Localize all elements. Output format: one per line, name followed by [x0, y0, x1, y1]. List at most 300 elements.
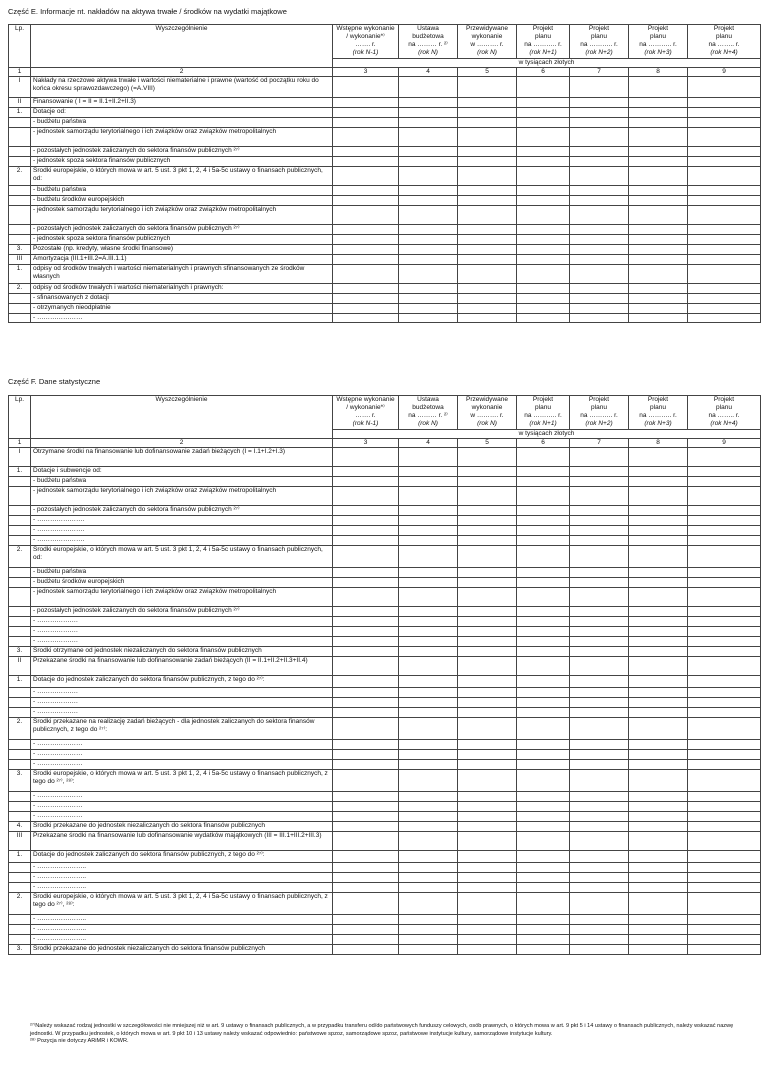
value-cell[interactable]: [629, 205, 688, 224]
value-cell[interactable]: [399, 525, 458, 535]
value-cell[interactable]: [333, 626, 399, 636]
value-cell[interactable]: [399, 934, 458, 944]
value-cell[interactable]: [570, 156, 629, 166]
value-cell[interactable]: [333, 567, 399, 577]
value-cell[interactable]: [688, 313, 761, 322]
value-cell[interactable]: [399, 924, 458, 934]
value-cell[interactable]: [399, 127, 458, 146]
value-cell[interactable]: [629, 587, 688, 606]
value-cell[interactable]: [517, 515, 570, 525]
value-cell[interactable]: [333, 205, 399, 224]
value-cell[interactable]: [333, 254, 399, 264]
value-cell[interactable]: [333, 166, 399, 185]
value-cell[interactable]: [458, 185, 517, 195]
value-cell[interactable]: [399, 944, 458, 954]
value-cell[interactable]: [629, 283, 688, 293]
value-cell[interactable]: [458, 146, 517, 156]
value-cell[interactable]: [688, 567, 761, 577]
value-cell[interactable]: [629, 486, 688, 505]
value-cell[interactable]: [688, 821, 761, 831]
value-cell[interactable]: [458, 293, 517, 303]
value-cell[interactable]: [333, 545, 399, 567]
value-cell[interactable]: [688, 882, 761, 892]
value-cell[interactable]: [688, 739, 761, 749]
value-cell[interactable]: [517, 567, 570, 577]
value-cell[interactable]: [688, 234, 761, 244]
value-cell[interactable]: [629, 293, 688, 303]
value-cell[interactable]: [688, 749, 761, 759]
value-cell[interactable]: [688, 244, 761, 254]
value-cell[interactable]: [629, 234, 688, 244]
value-cell[interactable]: [458, 749, 517, 759]
value-cell[interactable]: [570, 303, 629, 313]
value-cell[interactable]: [333, 749, 399, 759]
value-cell[interactable]: [629, 254, 688, 264]
value-cell[interactable]: [517, 486, 570, 505]
value-cell[interactable]: [629, 656, 688, 675]
value-cell[interactable]: [458, 234, 517, 244]
value-cell[interactable]: [399, 283, 458, 293]
value-cell[interactable]: [517, 811, 570, 821]
value-cell[interactable]: [629, 264, 688, 283]
value-cell[interactable]: [333, 234, 399, 244]
value-cell[interactable]: [570, 476, 629, 486]
value-cell[interactable]: [333, 447, 399, 466]
value-cell[interactable]: [458, 127, 517, 146]
value-cell[interactable]: [688, 466, 761, 476]
value-cell[interactable]: [399, 166, 458, 185]
value-cell[interactable]: [629, 831, 688, 850]
value-cell[interactable]: [333, 882, 399, 892]
value-cell[interactable]: [333, 831, 399, 850]
value-cell[interactable]: [399, 224, 458, 234]
value-cell[interactable]: [517, 934, 570, 944]
value-cell[interactable]: [458, 283, 517, 293]
value-cell[interactable]: [517, 821, 570, 831]
value-cell[interactable]: [517, 185, 570, 195]
value-cell[interactable]: [517, 166, 570, 185]
value-cell[interactable]: [399, 545, 458, 567]
value-cell[interactable]: [570, 545, 629, 567]
value-cell[interactable]: [333, 656, 399, 675]
value-cell[interactable]: [399, 687, 458, 697]
value-cell[interactable]: [570, 656, 629, 675]
value-cell[interactable]: [688, 205, 761, 224]
value-cell[interactable]: [399, 791, 458, 801]
value-cell[interactable]: [399, 616, 458, 626]
value-cell[interactable]: [517, 117, 570, 127]
value-cell[interactable]: [629, 872, 688, 882]
value-cell[interactable]: [399, 759, 458, 769]
value-cell[interactable]: [570, 577, 629, 587]
value-cell[interactable]: [629, 127, 688, 146]
value-cell[interactable]: [333, 535, 399, 545]
value-cell[interactable]: [629, 525, 688, 535]
value-cell[interactable]: [688, 525, 761, 535]
value-cell[interactable]: [570, 934, 629, 944]
value-cell[interactable]: [333, 646, 399, 656]
value-cell[interactable]: [399, 97, 458, 107]
value-cell[interactable]: [570, 616, 629, 626]
value-cell[interactable]: [333, 697, 399, 707]
value-cell[interactable]: [333, 486, 399, 505]
value-cell[interactable]: [333, 525, 399, 535]
value-cell[interactable]: [688, 924, 761, 934]
value-cell[interactable]: [629, 447, 688, 466]
value-cell[interactable]: [333, 791, 399, 801]
value-cell[interactable]: [570, 293, 629, 303]
value-cell[interactable]: [570, 505, 629, 515]
value-cell[interactable]: [458, 466, 517, 476]
value-cell[interactable]: [399, 707, 458, 717]
value-cell[interactable]: [458, 675, 517, 687]
value-cell[interactable]: [333, 616, 399, 626]
value-cell[interactable]: [629, 697, 688, 707]
value-cell[interactable]: [688, 166, 761, 185]
value-cell[interactable]: [458, 872, 517, 882]
value-cell[interactable]: [517, 626, 570, 636]
value-cell[interactable]: [458, 476, 517, 486]
value-cell[interactable]: [629, 934, 688, 944]
value-cell[interactable]: [517, 505, 570, 515]
value-cell[interactable]: [517, 944, 570, 954]
value-cell[interactable]: [570, 264, 629, 283]
value-cell[interactable]: [629, 801, 688, 811]
value-cell[interactable]: [333, 769, 399, 791]
value-cell[interactable]: [458, 924, 517, 934]
value-cell[interactable]: [570, 205, 629, 224]
value-cell[interactable]: [399, 749, 458, 759]
value-cell[interactable]: [629, 636, 688, 646]
value-cell[interactable]: [458, 892, 517, 914]
value-cell[interactable]: [399, 303, 458, 313]
value-cell[interactable]: [688, 117, 761, 127]
value-cell[interactable]: [333, 862, 399, 872]
value-cell[interactable]: [399, 234, 458, 244]
value-cell[interactable]: [570, 687, 629, 697]
value-cell[interactable]: [333, 156, 399, 166]
value-cell[interactable]: [458, 791, 517, 801]
value-cell[interactable]: [333, 283, 399, 293]
value-cell[interactable]: [458, 717, 517, 739]
value-cell[interactable]: [458, 107, 517, 117]
value-cell[interactable]: [399, 862, 458, 872]
value-cell[interactable]: [688, 944, 761, 954]
value-cell[interactable]: [333, 944, 399, 954]
value-cell[interactable]: [458, 636, 517, 646]
value-cell[interactable]: [517, 606, 570, 616]
value-cell[interactable]: [629, 892, 688, 914]
value-cell[interactable]: [570, 626, 629, 636]
value-cell[interactable]: [688, 264, 761, 283]
value-cell[interactable]: [399, 636, 458, 646]
value-cell[interactable]: [458, 486, 517, 505]
value-cell[interactable]: [570, 914, 629, 924]
value-cell[interactable]: [629, 303, 688, 313]
value-cell[interactable]: [629, 466, 688, 476]
value-cell[interactable]: [517, 717, 570, 739]
value-cell[interactable]: [570, 466, 629, 476]
value-cell[interactable]: [399, 156, 458, 166]
value-cell[interactable]: [570, 759, 629, 769]
value-cell[interactable]: [399, 646, 458, 656]
value-cell[interactable]: [629, 107, 688, 117]
value-cell[interactable]: [399, 76, 458, 97]
value-cell[interactable]: [399, 107, 458, 117]
value-cell[interactable]: [517, 535, 570, 545]
value-cell[interactable]: [333, 76, 399, 97]
value-cell[interactable]: [517, 293, 570, 303]
value-cell[interactable]: [458, 303, 517, 313]
value-cell[interactable]: [570, 567, 629, 577]
value-cell[interactable]: [458, 606, 517, 616]
value-cell[interactable]: [458, 739, 517, 749]
value-cell[interactable]: [399, 195, 458, 205]
value-cell[interactable]: [688, 707, 761, 717]
value-cell[interactable]: [629, 535, 688, 545]
value-cell[interactable]: [517, 264, 570, 283]
value-cell[interactable]: [629, 166, 688, 185]
value-cell[interactable]: [570, 166, 629, 185]
value-cell[interactable]: [570, 283, 629, 293]
value-cell[interactable]: [458, 831, 517, 850]
value-cell[interactable]: [570, 821, 629, 831]
value-cell[interactable]: [688, 801, 761, 811]
value-cell[interactable]: [333, 466, 399, 476]
value-cell[interactable]: [399, 476, 458, 486]
value-cell[interactable]: [570, 944, 629, 954]
value-cell[interactable]: [517, 656, 570, 675]
value-cell[interactable]: [399, 254, 458, 264]
value-cell[interactable]: [688, 587, 761, 606]
value-cell[interactable]: [517, 156, 570, 166]
value-cell[interactable]: [570, 697, 629, 707]
value-cell[interactable]: [688, 254, 761, 264]
value-cell[interactable]: [629, 195, 688, 205]
value-cell[interactable]: [688, 759, 761, 769]
value-cell[interactable]: [399, 821, 458, 831]
value-cell[interactable]: [333, 707, 399, 717]
value-cell[interactable]: [688, 185, 761, 195]
value-cell[interactable]: [333, 505, 399, 515]
value-cell[interactable]: [629, 545, 688, 567]
value-cell[interactable]: [688, 616, 761, 626]
value-cell[interactable]: [570, 76, 629, 97]
value-cell[interactable]: [399, 914, 458, 924]
value-cell[interactable]: [333, 195, 399, 205]
value-cell[interactable]: [688, 606, 761, 616]
value-cell[interactable]: [333, 224, 399, 234]
value-cell[interactable]: [570, 486, 629, 505]
value-cell[interactable]: [688, 687, 761, 697]
value-cell[interactable]: [629, 850, 688, 862]
value-cell[interactable]: [688, 791, 761, 801]
value-cell[interactable]: [458, 944, 517, 954]
value-cell[interactable]: [458, 195, 517, 205]
value-cell[interactable]: [458, 914, 517, 924]
value-cell[interactable]: [399, 244, 458, 254]
value-cell[interactable]: [458, 811, 517, 821]
value-cell[interactable]: [629, 156, 688, 166]
value-cell[interactable]: [570, 811, 629, 821]
value-cell[interactable]: [517, 76, 570, 97]
value-cell[interactable]: [629, 769, 688, 791]
value-cell[interactable]: [570, 107, 629, 117]
value-cell[interactable]: [688, 97, 761, 107]
value-cell[interactable]: [333, 675, 399, 687]
value-cell[interactable]: [333, 244, 399, 254]
value-cell[interactable]: [458, 313, 517, 322]
value-cell[interactable]: [458, 156, 517, 166]
value-cell[interactable]: [517, 892, 570, 914]
value-cell[interactable]: [458, 244, 517, 254]
value-cell[interactable]: [333, 850, 399, 862]
value-cell[interactable]: [399, 264, 458, 283]
value-cell[interactable]: [570, 254, 629, 264]
value-cell[interactable]: [688, 811, 761, 821]
value-cell[interactable]: [688, 872, 761, 882]
value-cell[interactable]: [570, 872, 629, 882]
value-cell[interactable]: [458, 535, 517, 545]
value-cell[interactable]: [333, 185, 399, 195]
value-cell[interactable]: [688, 636, 761, 646]
value-cell[interactable]: [458, 759, 517, 769]
value-cell[interactable]: [517, 687, 570, 697]
value-cell[interactable]: [570, 892, 629, 914]
value-cell[interactable]: [570, 195, 629, 205]
value-cell[interactable]: [333, 146, 399, 156]
value-cell[interactable]: [517, 646, 570, 656]
value-cell[interactable]: [629, 739, 688, 749]
value-cell[interactable]: [458, 821, 517, 831]
value-cell[interactable]: [517, 791, 570, 801]
value-cell[interactable]: [629, 515, 688, 525]
value-cell[interactable]: [399, 606, 458, 616]
value-cell[interactable]: [688, 303, 761, 313]
value-cell[interactable]: [399, 697, 458, 707]
value-cell[interactable]: [458, 567, 517, 577]
value-cell[interactable]: [688, 224, 761, 234]
value-cell[interactable]: [688, 850, 761, 862]
value-cell[interactable]: [629, 862, 688, 872]
value-cell[interactable]: [688, 293, 761, 303]
value-cell[interactable]: [688, 283, 761, 293]
value-cell[interactable]: [517, 831, 570, 850]
value-cell[interactable]: [517, 739, 570, 749]
value-cell[interactable]: [517, 447, 570, 466]
value-cell[interactable]: [629, 646, 688, 656]
value-cell[interactable]: [458, 205, 517, 224]
value-cell[interactable]: [333, 577, 399, 587]
value-cell[interactable]: [517, 924, 570, 934]
value-cell[interactable]: [399, 293, 458, 303]
value-cell[interactable]: [688, 769, 761, 791]
value-cell[interactable]: [688, 934, 761, 944]
value-cell[interactable]: [399, 515, 458, 525]
value-cell[interactable]: [517, 850, 570, 862]
value-cell[interactable]: [458, 587, 517, 606]
value-cell[interactable]: [570, 646, 629, 656]
value-cell[interactable]: [629, 707, 688, 717]
value-cell[interactable]: [517, 224, 570, 234]
value-cell[interactable]: [570, 675, 629, 687]
value-cell[interactable]: [570, 447, 629, 466]
value-cell[interactable]: [399, 811, 458, 821]
value-cell[interactable]: [333, 476, 399, 486]
value-cell[interactable]: [688, 476, 761, 486]
value-cell[interactable]: [629, 626, 688, 636]
value-cell[interactable]: [629, 791, 688, 801]
value-cell[interactable]: [399, 739, 458, 749]
value-cell[interactable]: [629, 924, 688, 934]
value-cell[interactable]: [629, 687, 688, 697]
value-cell[interactable]: [458, 264, 517, 283]
value-cell[interactable]: [333, 515, 399, 525]
value-cell[interactable]: [570, 525, 629, 535]
value-cell[interactable]: [333, 717, 399, 739]
value-cell[interactable]: [570, 801, 629, 811]
value-cell[interactable]: [399, 567, 458, 577]
value-cell[interactable]: [688, 656, 761, 675]
value-cell[interactable]: [688, 697, 761, 707]
value-cell[interactable]: [333, 264, 399, 283]
value-cell[interactable]: [570, 185, 629, 195]
value-cell[interactable]: [570, 749, 629, 759]
value-cell[interactable]: [688, 717, 761, 739]
value-cell[interactable]: [333, 313, 399, 322]
value-cell[interactable]: [570, 234, 629, 244]
value-cell[interactable]: [629, 914, 688, 924]
value-cell[interactable]: [688, 675, 761, 687]
value-cell[interactable]: [517, 466, 570, 476]
value-cell[interactable]: [629, 224, 688, 234]
value-cell[interactable]: [333, 801, 399, 811]
value-cell[interactable]: [688, 107, 761, 117]
value-cell[interactable]: [688, 831, 761, 850]
value-cell[interactable]: [333, 872, 399, 882]
value-cell[interactable]: [333, 821, 399, 831]
value-cell[interactable]: [570, 717, 629, 739]
value-cell[interactable]: [517, 759, 570, 769]
value-cell[interactable]: [688, 545, 761, 567]
value-cell[interactable]: [629, 505, 688, 515]
value-cell[interactable]: [333, 97, 399, 107]
value-cell[interactable]: [517, 616, 570, 626]
value-cell[interactable]: [629, 146, 688, 156]
value-cell[interactable]: [517, 636, 570, 646]
value-cell[interactable]: [458, 545, 517, 567]
value-cell[interactable]: [458, 656, 517, 675]
value-cell[interactable]: [458, 505, 517, 515]
value-cell[interactable]: [333, 293, 399, 303]
value-cell[interactable]: [458, 97, 517, 107]
value-cell[interactable]: [517, 675, 570, 687]
value-cell[interactable]: [629, 749, 688, 759]
value-cell[interactable]: [399, 146, 458, 156]
value-cell[interactable]: [399, 717, 458, 739]
value-cell[interactable]: [629, 811, 688, 821]
value-cell[interactable]: [688, 146, 761, 156]
value-cell[interactable]: [517, 205, 570, 224]
value-cell[interactable]: [570, 769, 629, 791]
value-cell[interactable]: [399, 117, 458, 127]
value-cell[interactable]: [570, 587, 629, 606]
value-cell[interactable]: [399, 577, 458, 587]
value-cell[interactable]: [629, 244, 688, 254]
value-cell[interactable]: [399, 486, 458, 505]
value-cell[interactable]: [399, 801, 458, 811]
value-cell[interactable]: [333, 811, 399, 821]
